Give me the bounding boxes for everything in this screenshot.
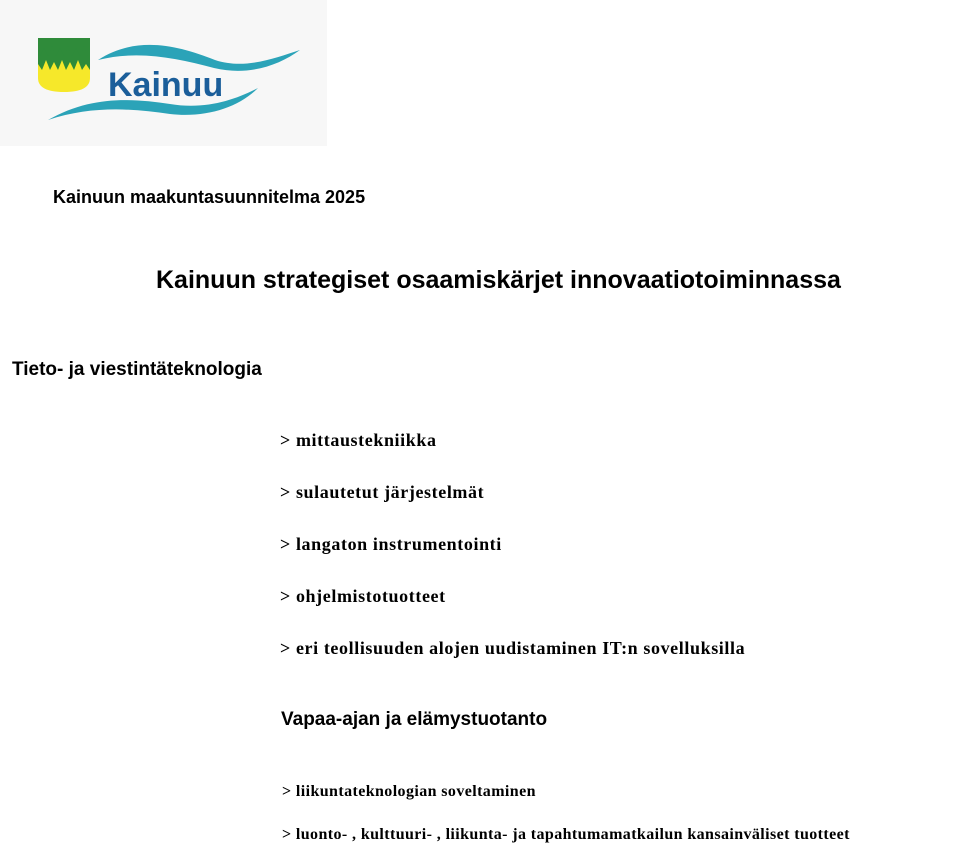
coat-of-arms-icon [38, 38, 90, 92]
logo-wordmark: Kainuu [108, 66, 224, 104]
main-heading: Kainuun strategiset osaamiskärjet innovaatiotoiminnassa [156, 266, 841, 294]
logo-panel [0, 0, 327, 146]
list-item: > eri teollisuuden alojen uudistaminen IT:n sovelluksilla [280, 638, 746, 658]
section-heading-leisure: Vapaa-ajan ja elämystuotanto [281, 709, 548, 730]
list-item: > luonto- , kulttuuri- , liikunta- ja tapahtumamatkailun kansainväliset tuotteet [282, 826, 850, 843]
list-item: > ohjelmistotuotteet [280, 586, 446, 606]
list-item: > langaton instrumentointi [280, 534, 502, 554]
list-item: > sulautetut järjestelmät [280, 482, 485, 502]
section-heading-ict: Tieto- ja viestintäteknologia [12, 359, 262, 380]
list-item: > mittaustekniikka [280, 430, 437, 450]
document-title: Kainuun maakuntasuunnitelma 2025 [53, 187, 366, 207]
list-item: > liikuntateknologian soveltaminen [282, 783, 536, 800]
kainuu-logo [0, 0, 327, 146]
